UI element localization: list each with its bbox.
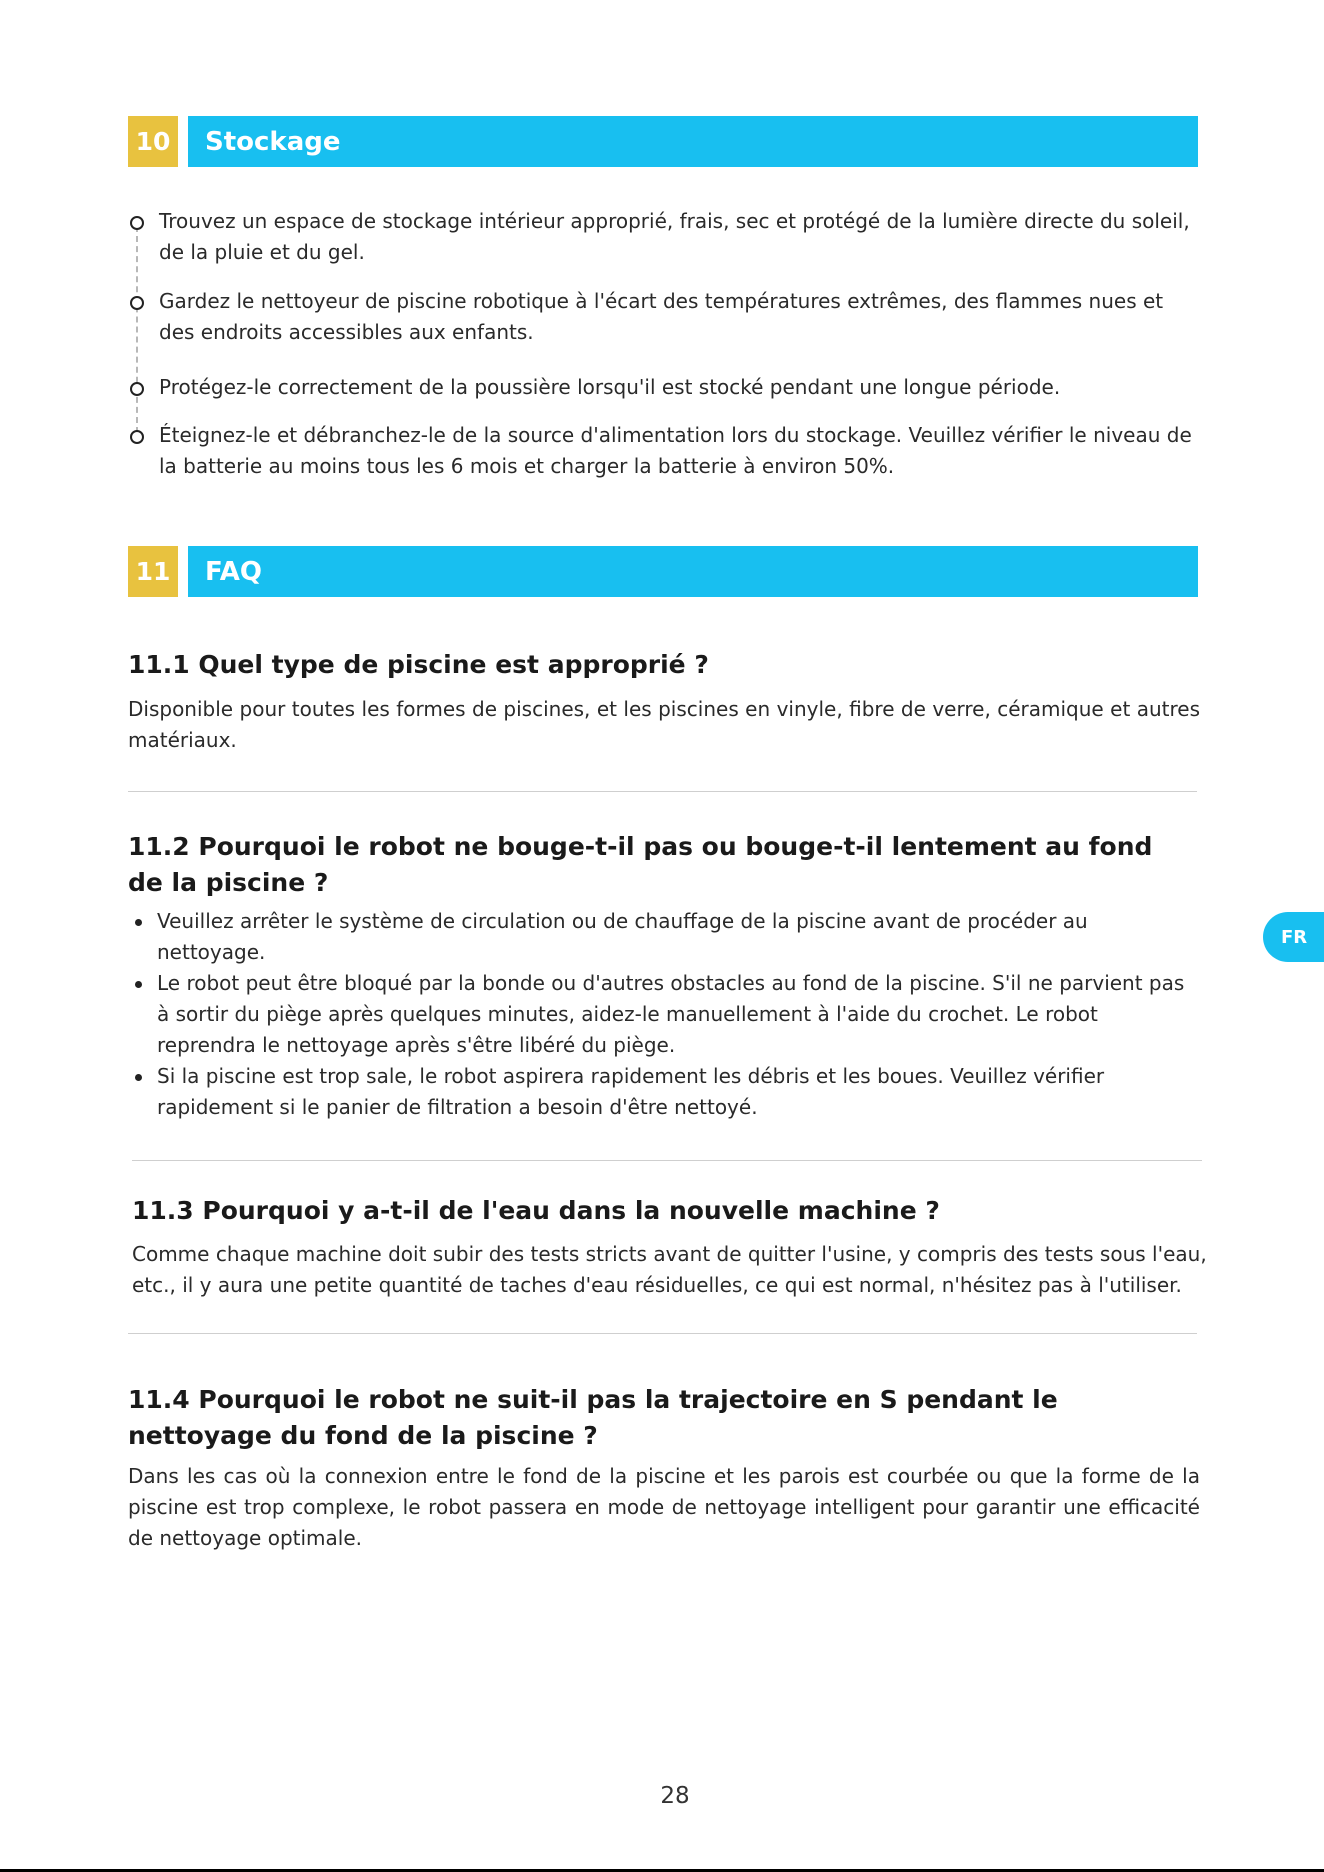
divider: [132, 1160, 1202, 1161]
section-10-title: Stockage: [188, 116, 1198, 167]
circle-bullet-icon: [130, 430, 144, 444]
bullet-icon: [135, 981, 142, 988]
faq-question-3: 11.3 Pourquoi y a-t-il de l'eau dans la nouvelle machine ?: [132, 1196, 940, 1225]
faq-answer-1: Disponible pour toutes les formes de piscines, et les piscines en vinyle, fibre de verre, céramique et autres matériaux.: [128, 697, 1200, 752]
storage-item: Protégez-le correctement de la poussière lorsqu'il est stocké pendant une longue période.: [128, 372, 1203, 403]
language-tab: FR: [1263, 912, 1324, 962]
section-10-number: 10: [128, 116, 178, 167]
divider: [128, 791, 1197, 792]
faq-answer-3: Comme chaque machine doit subir des tests stricts avant de quitter l'usine, y compris des tests sous l'eau, etc., il y aura une petite quantité de taches d'eau résiduelles, ce qui est normal, n'hésitez pas à l'utiliser.: [132, 1242, 1207, 1297]
faq-answer-2-list: [128, 906, 1202, 1123]
list-item: Veuillez arrêter le système de circulation ou de chauffage de la piscine avant de procéder au nettoyage.: [128, 906, 1202, 968]
storage-list: [128, 206, 1203, 482]
circle-bullet-icon: [130, 382, 144, 396]
page-number: 28: [660, 1783, 690, 1809]
storage-item: Trouvez un espace de stockage intérieur approprié, frais, sec et protégé de la lumière directe du soleil, de la pluie et du gel.: [128, 206, 1203, 268]
faq-question-4: 11.4 Pourquoi le robot ne suit-il pas la trajectoire en S pendant le nettoyage du fond de la piscine ?: [128, 1385, 1058, 1450]
section-11-header: [128, 546, 1198, 597]
bullet-icon: [135, 919, 142, 926]
bullet-icon: [135, 1074, 142, 1081]
faq-question-1: 11.1 Quel type de piscine est approprié ?: [128, 650, 709, 679]
circle-bullet-icon: [130, 216, 144, 230]
list-item: Si la piscine est trop sale, le robot aspirera rapidement les débris et les boues. Veuillez vérifier rapidement si le panier de filtration a besoin d'être nettoyé.: [128, 1061, 1202, 1123]
list-item: Le robot peut être bloqué par la bonde ou d'autres obstacles au fond de la piscine. S'il ne parvient pas à sortir du piège après quelques minutes, aidez-le manuellement à l'aide du crochet. Le robot reprendra le nettoyage après s'être libéré du piège.: [128, 968, 1202, 1061]
section-10-header: [128, 116, 1198, 167]
section-11-number: 11: [128, 546, 178, 597]
storage-item: Gardez le nettoyeur de piscine robotique à l'écart des températures extrêmes, des flammes nues et des endroits accessibles aux enfants.: [128, 286, 1203, 348]
storage-item: Éteignez-le et débranchez-le de la source d'alimentation lors du stockage. Veuillez vérifier le niveau de la batterie au moins tous les 6 mois et charger la batterie à environ 50%.: [128, 420, 1203, 482]
divider: [128, 1333, 1197, 1334]
circle-bullet-icon: [130, 296, 144, 310]
faq-answer-4: Dans les cas où la connexion entre le fond de la piscine et les parois est courbée ou que la forme de la piscine est trop complexe, le robot passera en mode de nettoyage intelligent pour garantir une efficacité de nettoyage optimale.: [128, 1464, 1200, 1550]
section-11-title: FAQ: [188, 546, 1198, 597]
faq-question-2: 11.2 Pourquoi le robot ne bouge-t-il pas ou bouge-t-il lentement au fond de la piscine ?: [128, 832, 1153, 897]
